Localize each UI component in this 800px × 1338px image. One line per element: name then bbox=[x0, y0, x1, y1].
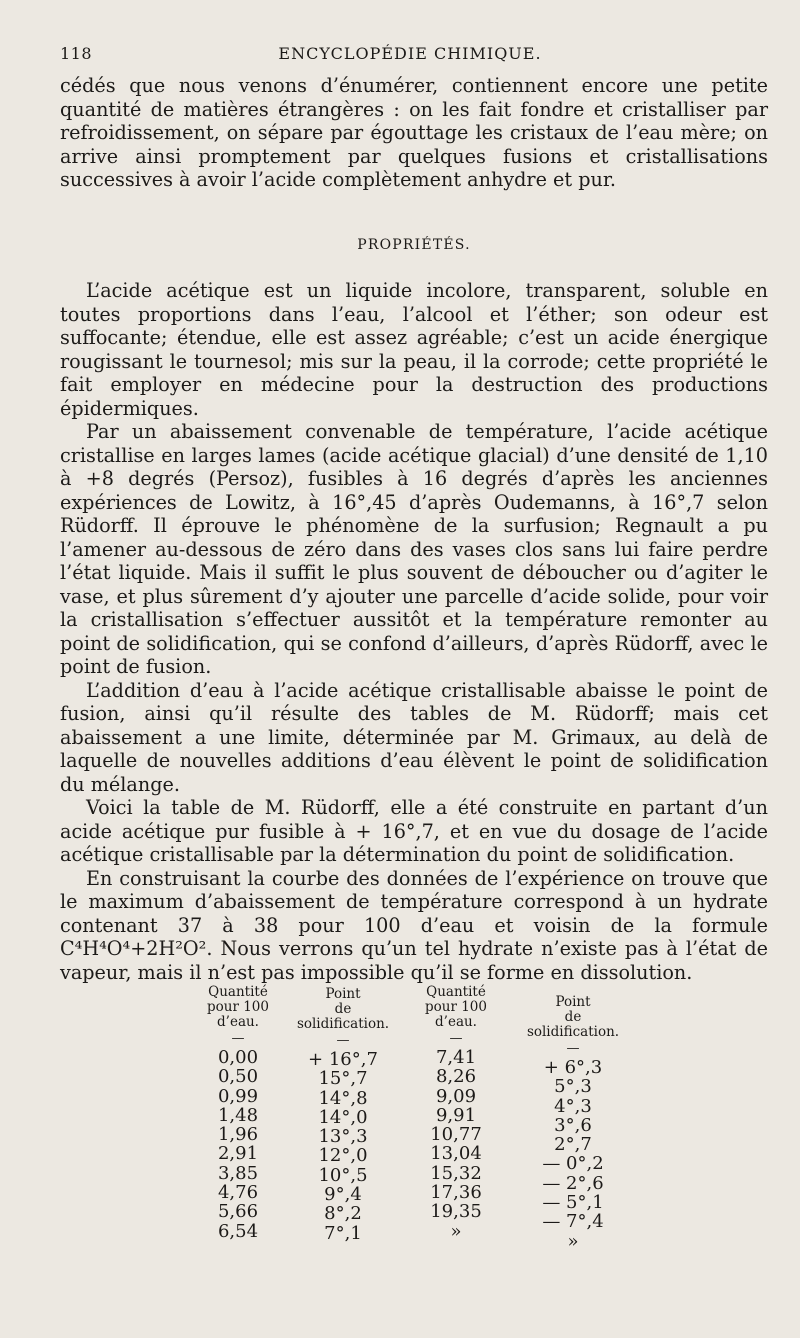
column-values bbox=[518, 1058, 628, 1251]
table-cell: 7,41 bbox=[435, 1047, 477, 1068]
paragraph-rudorff-table: Voici la table de M. Rüdorff, elle a été construite en partant d’un acide acétique pur fusible à + 16°,7, et en vue du dosage de l’acide acétique cristallisable par la détermination du point de solidification. bbox=[60, 796, 768, 866]
column-header: Quantité pour 100 d’eau. bbox=[425, 984, 487, 1030]
column-solidification-point-2 bbox=[518, 985, 628, 1251]
table-cell: 0,00 bbox=[217, 1047, 259, 1068]
table-cell: 5,66 bbox=[217, 1201, 259, 1223]
header-rule: — bbox=[449, 1031, 463, 1046]
table-cell: 5°,3 bbox=[554, 1076, 592, 1098]
table-cell: 17,36 bbox=[430, 1182, 482, 1204]
header-rule: — bbox=[336, 1033, 350, 1048]
solidification-table bbox=[188, 985, 628, 1305]
table-cell: 1,96 bbox=[217, 1124, 259, 1146]
section-title: PROPRIÉTÉS. bbox=[357, 236, 471, 253]
table-cell: 13°,3 bbox=[318, 1126, 368, 1148]
column-water-quantity bbox=[198, 985, 278, 1241]
table-cell: 2°,7 bbox=[554, 1134, 592, 1156]
table-cell: » bbox=[450, 1220, 462, 1242]
table-cell: + 6°,3 bbox=[543, 1057, 603, 1078]
table-cell: 9°,4 bbox=[324, 1184, 362, 1206]
table-cell: 14°,8 bbox=[318, 1087, 368, 1109]
paragraph-continued: cédés que nous venons d’énumérer, contiennent encore une petite quantité de matières étrangères : on les fait fondre et cristalliser par refroidissement, on sépare par égouttage les cristaux de l’eau mère; on arrive ainsi promptement par quelques fusions et cristallisations successives à avoir l’acide complètement anhydre et pur. bbox=[60, 74, 768, 191]
paragraph-water-addition: L’addition d’eau à l’acide acétique cristallisable abaisse le point de fusion, ainsi qu’il résulte des tables de M. Rüdorff; mais cet abaissement a une limite, déterminée par M. Grimaux, au delà de laquelle de nouvelles additions d’eau élèvent le point de solidification du mélange. bbox=[60, 678, 768, 796]
table-cell: 9,09 bbox=[435, 1085, 477, 1107]
table-cell: — 0°,2 bbox=[542, 1153, 604, 1175]
table-cell: 7°,1 bbox=[324, 1222, 362, 1244]
table-cell: 6,54 bbox=[217, 1220, 259, 1242]
table-cell: 0,50 bbox=[217, 1066, 259, 1088]
header-rule: — bbox=[231, 1031, 245, 1046]
table-cell: + 16°,7 bbox=[308, 1049, 378, 1070]
page-number: 118 bbox=[60, 44, 93, 63]
table-cell: 8°,2 bbox=[324, 1203, 362, 1225]
table-cell: 4,76 bbox=[217, 1182, 259, 1204]
column-values bbox=[416, 1048, 496, 1241]
column-header: Point de solidification. bbox=[296, 986, 390, 1032]
table-cell: 2,91 bbox=[217, 1143, 259, 1165]
column-water-quantity-2 bbox=[416, 985, 496, 1241]
table-cell: 15°,7 bbox=[318, 1068, 368, 1090]
body-text bbox=[60, 74, 768, 984]
table-cell: 12°,0 bbox=[318, 1145, 368, 1167]
column-solidification-point bbox=[288, 985, 398, 1243]
table-cell: 4°,3 bbox=[554, 1095, 592, 1117]
header-rule: — bbox=[566, 1041, 580, 1056]
running-title: ENCYCLOPÉDIE CHIMIQUE. bbox=[278, 44, 542, 63]
table-cell: — 5°,1 bbox=[542, 1192, 604, 1214]
paragraph-crystallisation: Par un abaissement convenable de température, l’acide acétique cristallise en larges lames (acide acétique glacial) d’une densité de 1,10 à +8 degrés (Persoz), fusibles à 16 degrés d’après les anciennes expériences de Lowitz, à 16°,45 d’après Oudemanns, à 16°,7 selon Rüdorff. Il éprouve le phénomène de la surfusion; Regnault a pu l’amener au-dessous de zéro dans des vases clos sans lui faire perdre l’état liquide. Mais il suffit le plus souvent de déboucher ou d’agiter le vase, et plus sûrement d’y ajouter une parcelle d’acide solide, pour voir la cristallisation s’effectuer aussitôt et la température remonter au point de solidification, qui se confond d’ailleurs, d’après Rüdorff, avec le point de fusion. bbox=[60, 420, 768, 678]
table-cell: 1,48 bbox=[217, 1104, 259, 1126]
table-cell: » bbox=[567, 1230, 579, 1252]
table-cell: 8,26 bbox=[435, 1066, 477, 1088]
table-cell: — 7°,4 bbox=[542, 1211, 604, 1233]
table-cell: 19,35 bbox=[430, 1201, 482, 1223]
table-cell: 0,99 bbox=[217, 1085, 259, 1107]
table-cell: — 2°,6 bbox=[542, 1172, 604, 1194]
paragraph-hydrate: En construisant la courbe des données de l’expérience on trouve que le maximum d’abaissement de température correspond à un hydrate contenant 37 à 38 pour 100 d’eau et voisin de la formule C⁴H⁴O⁴+2H²O². Nous verrons qu’un tel hydrate n’existe pas à l’état de vapeur, mais il n’est pas impossible qu’il se forme en dissolution. bbox=[60, 866, 768, 984]
table-cell: 15,32 bbox=[430, 1162, 482, 1184]
table-cell: 9,91 bbox=[435, 1104, 477, 1126]
column-values bbox=[288, 1050, 398, 1243]
paragraph-properties: L’acide acétique est un liquide incolore, transparent, soluble en toutes proportions dans l’eau, l’alcool et l’éther; son odeur est suffocante; étendue, elle est assez agréable; c’est un acide énergique rougissant le tournesol; mis sur la peau, il la corrode; cette propriété le fait employer en médecine pour la destruction des productions épidermiques. bbox=[60, 279, 768, 420]
column-header: Quantité pour 100 d’eau. bbox=[207, 984, 269, 1030]
column-values bbox=[198, 1048, 278, 1241]
running-header bbox=[60, 44, 760, 68]
table-cell: 3,85 bbox=[217, 1162, 259, 1184]
table-cell: 14°,0 bbox=[318, 1106, 368, 1128]
table-cell: 10,77 bbox=[430, 1124, 482, 1146]
table-cell: 13,04 bbox=[430, 1143, 482, 1165]
table-cell: 3°,6 bbox=[554, 1114, 592, 1136]
column-header: Point de solidification. bbox=[526, 994, 620, 1040]
table-cell: 10°,5 bbox=[318, 1164, 368, 1186]
